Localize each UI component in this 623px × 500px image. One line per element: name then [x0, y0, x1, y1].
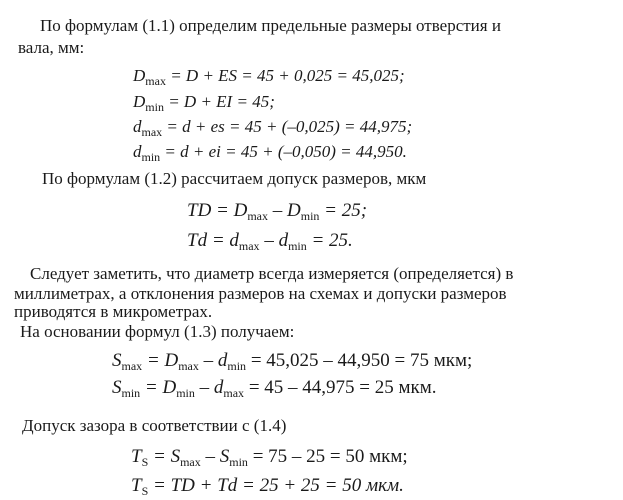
formula-subscript: max [178, 359, 199, 373]
formula-part: = D [140, 377, 177, 398]
formula-part: – S [200, 446, 230, 467]
formula-subscript: max [238, 239, 260, 253]
formula-subscript: min [300, 209, 320, 223]
formula-part: Td = d [187, 230, 239, 251]
formula-subscript: max [121, 359, 143, 373]
formula-expression: = D + ES = 45 + 0,025 = 45,025; [165, 66, 405, 85]
formula-symbol: d [133, 142, 142, 161]
formula-subscript: max [145, 74, 166, 88]
paragraph-line: миллиметрах, а отклонения размеров на схемах и допуски размеров [14, 284, 507, 303]
formula-part: = D [142, 350, 179, 371]
formula-part: T [131, 475, 142, 496]
formula-shaft-min [133, 142, 407, 162]
formula-subscript: min [288, 239, 307, 253]
formula-clearance-max [112, 351, 472, 371]
formula-part: – d [259, 230, 289, 251]
formula-symbol: D [133, 92, 146, 111]
formula-part: S [112, 350, 122, 371]
formula-expression: = d + es = 45 + (–0,025) = 44,975; [162, 117, 413, 136]
formula-part: S [112, 377, 122, 398]
formula-subscript: max [141, 125, 163, 139]
formula-subscript: max [223, 386, 245, 400]
paragraph-line: Следует заметить, что диаметр всегда измеряется (определяется) в [30, 264, 514, 283]
paragraph-line: По формулам (1.2) рассчитаем допуск размеров, мкм [42, 169, 427, 188]
formula-subscript: min [141, 150, 161, 164]
formula-part: – d [198, 350, 228, 371]
formula-subscript: S [141, 484, 149, 498]
formula-clearance-tolerance-sum [131, 476, 404, 496]
formula-part: – D [268, 200, 301, 221]
formula-part: = 25; [319, 200, 368, 221]
formula-clearance-min [112, 378, 437, 398]
formula-subscript: min [227, 359, 247, 373]
formula-part: T [131, 446, 142, 467]
paragraph-line: На основании формул (1.3) получаем: [20, 322, 295, 341]
formula-clearance-tolerance [131, 447, 408, 467]
formula-hole-tolerance [187, 201, 367, 221]
formula-subscript: max [180, 455, 201, 469]
paragraph-line: По формулам (1.1) определим предельные размеры отверстия и [40, 16, 501, 35]
formula-part: = 45 – 44,975 = 25 мкм. [244, 377, 437, 398]
formula-subscript: min [145, 100, 164, 114]
formula-d-min [133, 92, 275, 112]
formula-d-max [133, 66, 405, 86]
formula-expression: = D + EI = 45; [163, 92, 275, 111]
formula-symbol: d [133, 117, 142, 136]
formula-subscript: min [176, 386, 195, 400]
paragraph-line: вала, мм: [18, 38, 85, 57]
formula-part: = TD + Td = 25 + 25 = 50 мкм. [148, 475, 404, 496]
formula-part: = 45,025 – 44,950 = 75 мкм; [246, 350, 473, 371]
formula-subscript: max [247, 209, 269, 223]
formula-part: = 25. [306, 230, 353, 251]
formula-subscript: min [229, 455, 248, 469]
formula-subscript: S [141, 455, 149, 469]
formula-part: TD = D [187, 200, 248, 221]
formula-expression: = d + ei = 45 + (–0,050) = 44,950. [160, 142, 407, 161]
formula-shaft-max [133, 117, 412, 137]
formula-symbol: D [133, 66, 146, 85]
formula-shaft-tolerance [187, 231, 353, 251]
formula-subscript: min [121, 386, 141, 400]
formula-part: = S [148, 446, 181, 467]
formula-part: – d [194, 377, 224, 398]
paragraph-line: Допуск зазора в соответствии с (1.4) [22, 416, 287, 435]
formula-part: = 75 – 25 = 50 мкм; [247, 446, 408, 467]
paragraph-line: приводятся в микрометрах. [14, 302, 213, 321]
